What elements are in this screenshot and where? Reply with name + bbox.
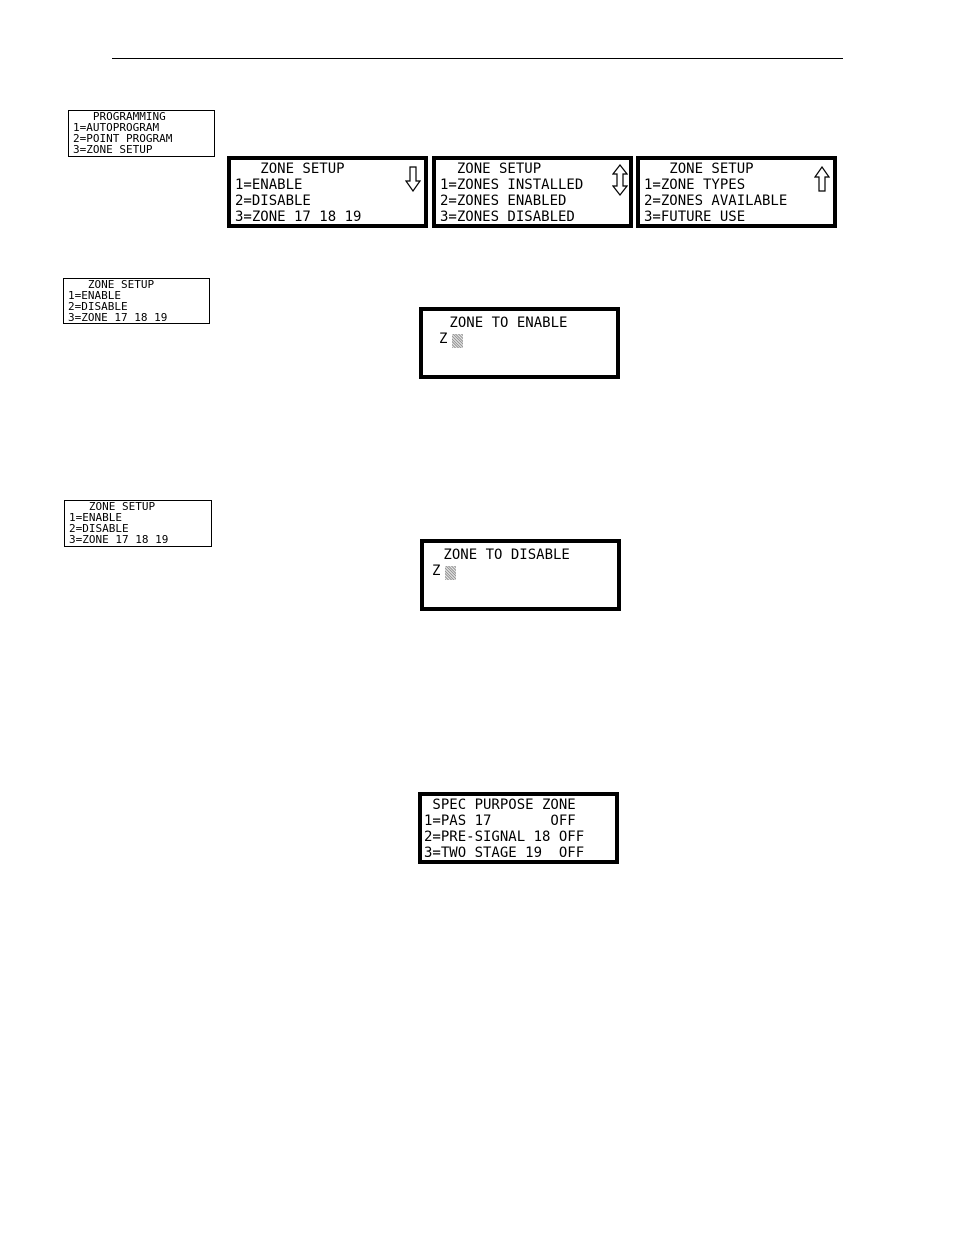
zone-to-disable-screen [420,539,621,611]
zone-prompt: Z [439,331,448,347]
panel-line: 2=DISABLE [69,522,129,535]
panel-line: 2=POINT PROGRAM [73,132,173,145]
screen-line: 1=ZONE TYPES [644,177,746,193]
down-arrow-icon [405,166,421,192]
zone-setup-panel-disable [64,500,212,547]
input-cursor [452,334,463,348]
input-cursor [445,566,456,580]
zone-setup-screen-2 [432,156,633,228]
screen-line: ZONE SETUP [235,161,345,177]
screen-line: ZONE SETUP [440,161,542,177]
screen-line: 1=ZONES INSTALLED [440,177,584,193]
screen-line: 3=ZONE 17 18 19 [235,209,362,225]
screen-line: 1=PAS 17 OFF [424,813,576,829]
panel-line: 1=ENABLE [69,511,122,524]
zone-setup-panel-enable [63,278,210,324]
spec-purpose-zone-screen [418,792,619,864]
panel-line: PROGRAMMING [73,110,166,123]
panel-line: 3=ZONE SETUP [73,143,153,156]
screen-line: 3=ZONES DISABLED [440,209,575,225]
zone-prompt: Z [432,563,441,579]
panel-line: 1=ENABLE [68,289,121,302]
panel-line: 1=AUTOPROGRAM [73,121,160,134]
screen-line: 2=DISABLE [235,193,311,209]
screen-line: 2=PRE-SIGNAL 18 OFF [424,829,585,845]
screen-line: 3=FUTURE USE [644,209,746,225]
panel-line: ZONE SETUP [69,500,156,513]
programming-menu-panel [68,110,215,157]
panel-line: 3=ZONE 17 18 19 [68,311,168,324]
zone-setup-screen-3 [636,156,837,228]
zone-setup-screen-1 [227,156,428,228]
screen-line: 2=ZONES AVAILABLE [644,193,788,209]
panel-line: ZONE SETUP [68,278,155,291]
screen-title: ZONE TO DISABLE [435,547,570,563]
screen-line: 1=ENABLE [235,177,303,193]
up-down-arrow-icon [612,164,628,196]
panel-line: 3=ZONE 17 18 19 [69,533,169,546]
screen-line: 2=ZONES ENABLED [440,193,567,209]
header-rule [112,58,843,59]
screen-line: ZONE SETUP [644,161,754,177]
screen-line: SPEC PURPOSE ZONE [424,797,576,813]
screen-line: 3=TWO STAGE 19 OFF [424,845,585,861]
panel-line: 2=DISABLE [68,300,128,313]
up-arrow-icon [814,166,830,192]
zone-to-enable-screen [419,307,620,379]
screen-title: ZONE TO ENABLE [441,315,568,331]
